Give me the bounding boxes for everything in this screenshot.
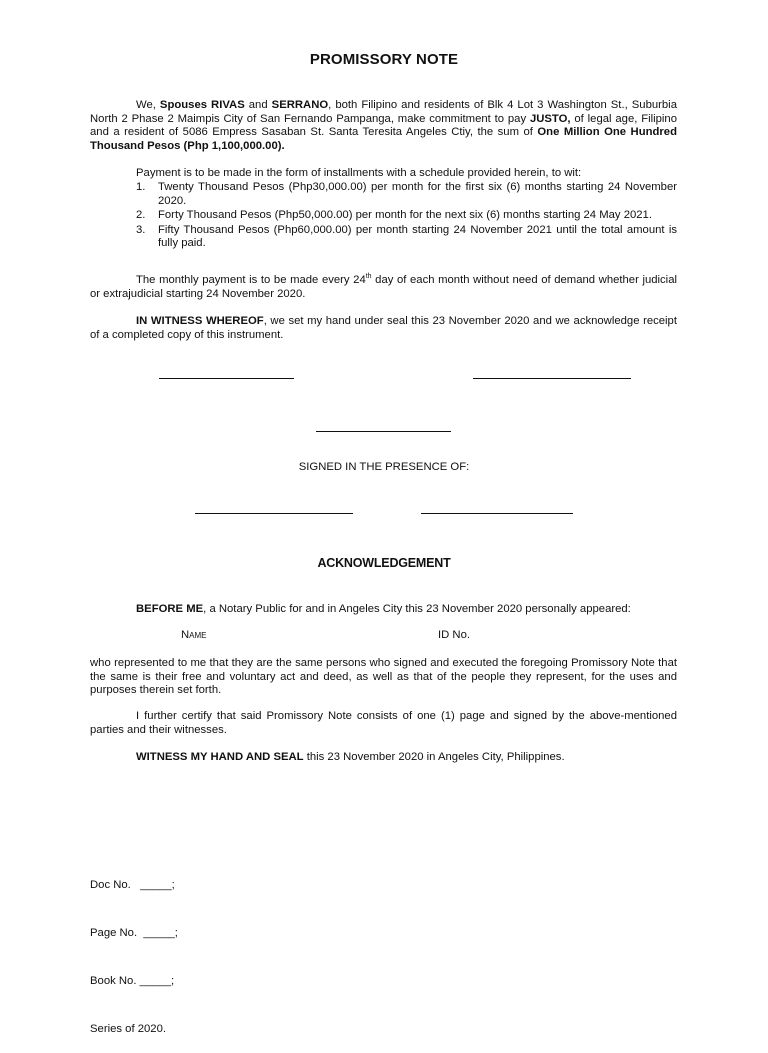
- signature-line-witness-2: [421, 513, 573, 514]
- certify-paragraph: I further certify that said Promissory Note consists of one (1) page and signed by the above-mentioned parties and their witnesses.: [90, 710, 677, 736]
- payment-intro: Payment is to be made in the form of installments with a schedule provided herein, to wit:: [136, 167, 582, 179]
- installment-item: [136, 209, 677, 223]
- acknowledgement-title: ACKNOWLEDGEMENT: [317, 556, 451, 570]
- before-me-paragraph: BEFORE ME, a Notary Public for and in Angeles City this 23 November 2020 personally appeared:: [136, 603, 631, 615]
- installment-text: Fifty Thousand Pesos (Php60,000.00) per month starting 24 November 2021 until the total amount is fully paid.: [158, 223, 677, 250]
- witness-paragraph: IN WITNESS WHEREOF, we set my hand under seal this 23 November 2020 and we acknowledge receipt of a completed copy of this instrument.: [90, 315, 677, 341]
- installment-list: [136, 181, 677, 251]
- witness-hand-paragraph: WITNESS MY HAND AND SEAL this 23 November 2020 in Angeles City, Philippines.: [136, 751, 565, 763]
- installment-text: Twenty Thousand Pesos (Php30,000.00) per month for the first six (6) months starting 24 November 2020.: [158, 181, 677, 207]
- intro-paragraph: We, Spouses RIVAS and SERRANO, both Filipino and residents of Blk 4 Lot 3 Washington St., Suburbia North 2 Phase 2 Maimpis City of San Fernando Pampanga, make commitment to pay JUSTO, of legal age, Filipino and a resident of 5086 Empress Sasaban St. Santa Teresita Angeles Ctiy, the sum of One Million One Hundred Thousand Pesos (Php 1,100,000.00).: [90, 99, 677, 152]
- id-column-header: ID No.: [438, 629, 471, 641]
- installment-text: Forty Thousand Pesos (Php50,000.00) per month for the next six (6) months starting 24 May 2021.: [158, 209, 652, 222]
- installment-item: [136, 181, 677, 208]
- installment-number: 2.: [136, 209, 146, 222]
- doc-no: Doc No. _____;: [90, 879, 175, 891]
- page-no: Page No. _____;: [90, 927, 178, 939]
- installment-number: 1.: [136, 181, 146, 193]
- document-title: PROMISSORY NOTE: [309, 51, 459, 68]
- monthly-payment-paragraph: The monthly payment is to be made every 24th day of each month without need of demand whether judicial or extrajudicial starting 24 November 2020.: [90, 273, 677, 300]
- book-no: Book No. _____;: [90, 975, 175, 987]
- name-column-header: Name: [181, 629, 207, 641]
- installment-item: [136, 224, 677, 251]
- series: Series of 2020.: [90, 1023, 166, 1035]
- signed-presence-label: SIGNED IN THE PRESENCE OF:: [298, 461, 470, 473]
- notarial-register: [90, 845, 178, 1053]
- signature-line-witness-1: [195, 513, 353, 514]
- installment-number: 3.: [136, 223, 146, 236]
- signature-line-borrower-2: [473, 378, 631, 379]
- signature-line-lender: [316, 431, 451, 432]
- represented-paragraph: who represented to me that they are the same persons who signed and executed the foregoing Promissory Note that the same is their free and voluntary act and deed, as well as that of the people they represent, for the uses and purposes therein set forth.: [90, 657, 677, 697]
- signature-line-borrower-1: [159, 378, 294, 379]
